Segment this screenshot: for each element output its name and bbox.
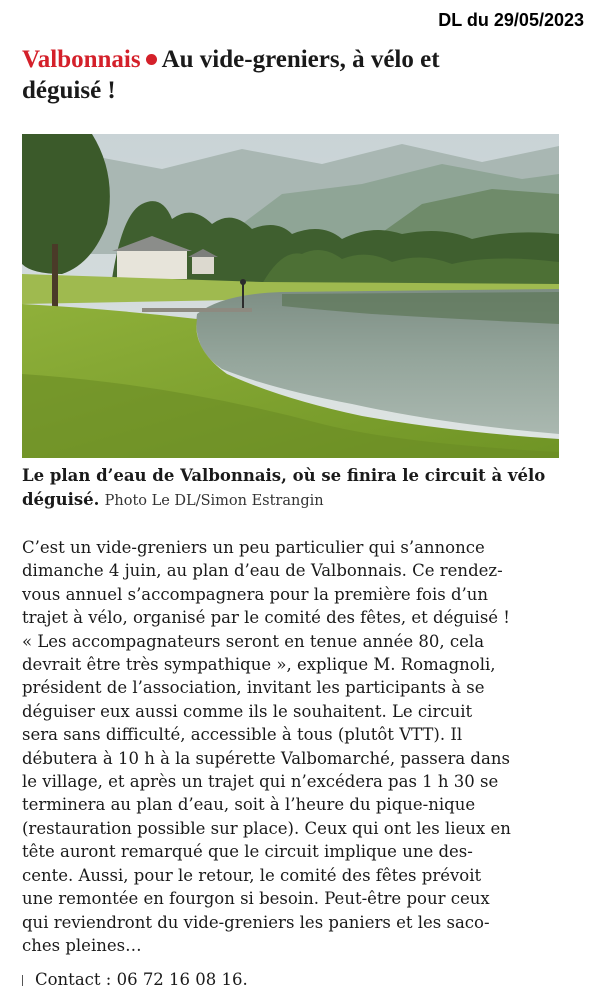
bullet-dot-icon: [146, 54, 157, 65]
article-body-line: une remontée en fourgon si besoin. Peut-être pour ceux: [22, 889, 490, 909]
article-body: [22, 536, 588, 957]
headline-kicker: Valbonnais: [22, 46, 141, 73]
article-body-line: vous annuel s’accompagnera pour la première fois d’un: [22, 584, 489, 604]
article-body-line: trajet à vélo, organisé par le comité des fêtes, et déguisé !: [22, 608, 510, 628]
lake-landscape-illustration: [22, 134, 559, 458]
article-body-line: le village, et après un trajet qui n’excédera pas 1 h 30 se: [22, 772, 499, 792]
photo-credit: Photo Le DL/Simon Estrangin: [104, 493, 324, 509]
article-body-line: ches pleines…: [22, 935, 142, 955]
article-body-line: tête auront remarqué que le circuit implique une des-: [22, 842, 473, 862]
photo-caption: [22, 464, 582, 513]
article-body-line: dimanche 4 juin, au plan d’eau de Valbonnais. Ce rendez-: [22, 561, 503, 581]
headline-title-line2: déguisé !: [22, 77, 116, 104]
contact-text: Contact : 06 72 16 08 16.: [35, 970, 248, 989]
source-date-label: DL du 29/05/2023: [438, 10, 584, 30]
article-body-line: C’est un vide-greniers un peu particulier qui s’annonce: [22, 538, 485, 557]
article-body-line: cente. Aussi, pour le retour, le comité des fêtes prévoit: [22, 865, 482, 885]
article-photo: [22, 134, 559, 458]
article-body-line: terminera au plan d’eau, soit à l’heure du pique-nique: [22, 795, 476, 815]
article-body-line: déguiser eux aussi comme ils le souhaitent. Le circuit: [22, 701, 473, 721]
headline: [22, 44, 582, 106]
article-body-line: qui reviendront du vide-greniers les paniers et les saco-: [22, 912, 490, 932]
caption-text: Le plan d’eau de Valbonnais, où se finira le circuit à vélo déguisé.: [22, 466, 546, 509]
contact-marker: [22, 975, 23, 986]
headline-title-line1: Au vide-greniers, à vélo et: [161, 46, 440, 73]
article-body-line: devrait être très sympathique », explique M. Romagnoli,: [22, 655, 496, 675]
article-body-line: « Les accompagnateurs seront en tenue année 80, cela: [22, 631, 485, 651]
article-body-line: président de l’association, invitant les participants à se: [22, 678, 485, 698]
article-body-line: sera sans difficulté, accessible à tous (plutôt VTT). Il: [22, 725, 463, 745]
contact-line: [22, 968, 248, 991]
article-body-line: débutera à 10 h à la supérette Valbomarché, passera dans: [22, 748, 510, 768]
article-body-line: (restauration possible sur place). Ceux qui ont les lieux en: [22, 818, 511, 838]
